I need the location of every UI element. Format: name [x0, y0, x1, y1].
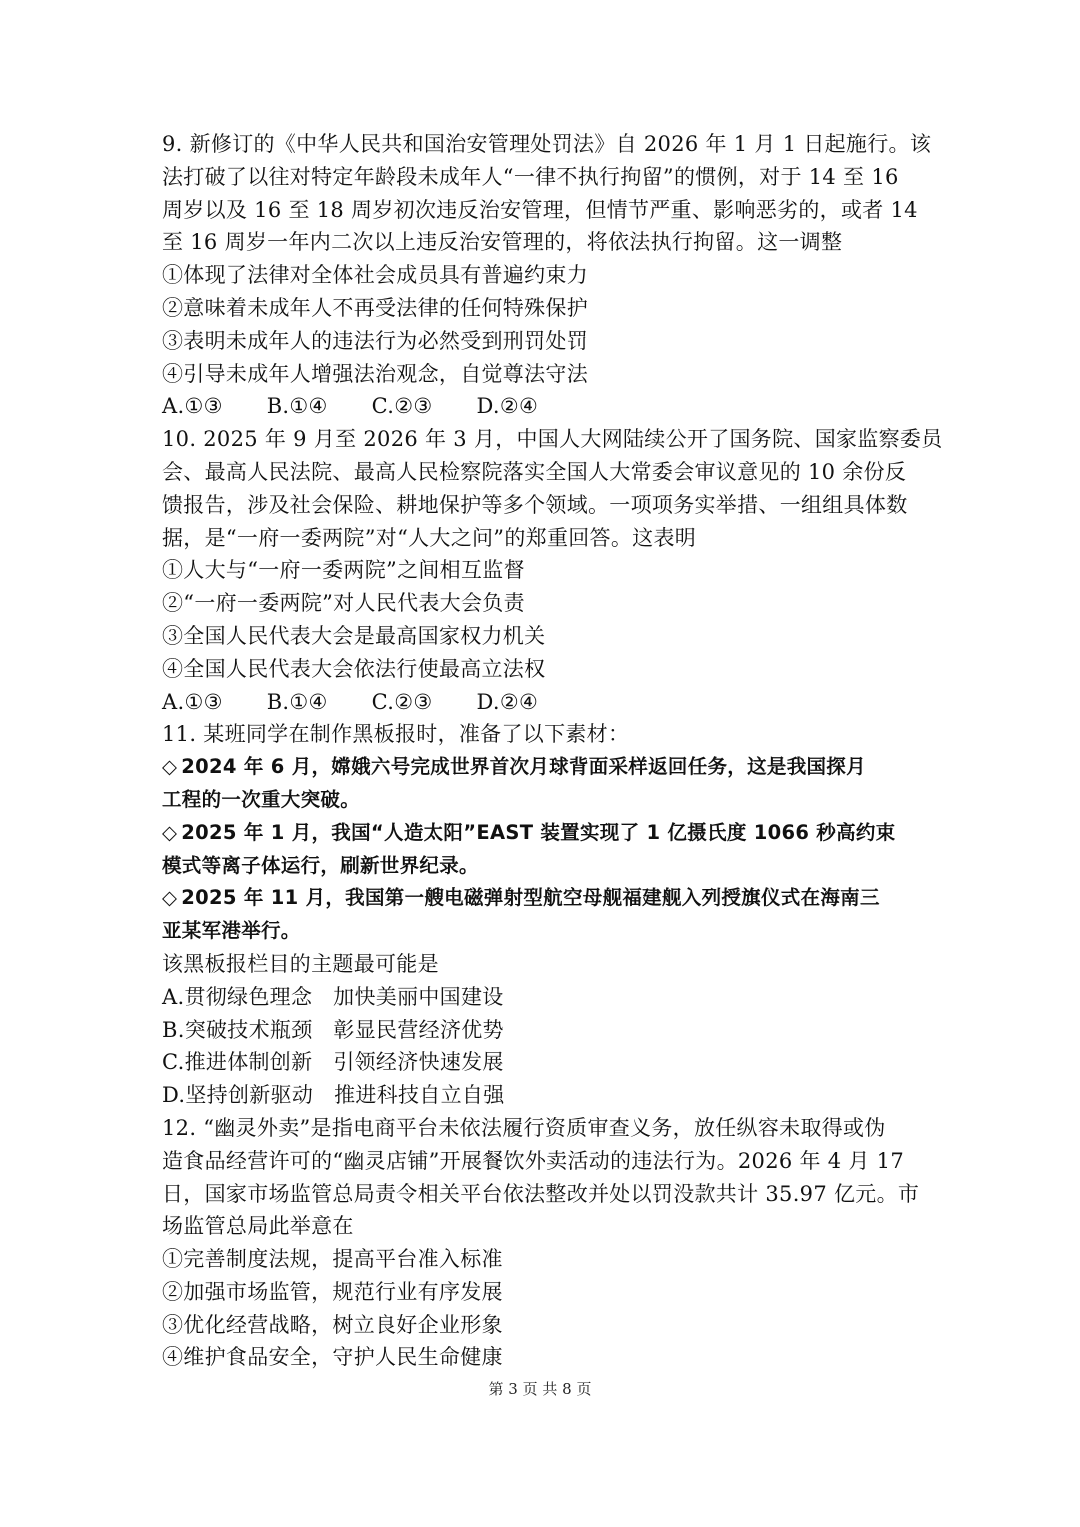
- q11-choice-a: A.贯彻绿色理念 加快美丽中国建设: [162, 984, 504, 1009]
- q12-item: ③优化经营战略，树立良好企业形象: [162, 1312, 503, 1337]
- q11-stem: 11. 某班同学在制作黑板报时，准备了以下素材：: [162, 722, 630, 747]
- q11-material-text: 2025 年 1 月，我国“人造太阳”EAST 装置实现了 1 亿摄氏度 1066 秒高约束: [181, 820, 896, 844]
- q11-material-text: 2024 年 6 月，嫦娥六号完成世界首次月球背面采样返回任务，这是我国探月: [181, 755, 866, 779]
- q12-stem-line: 场监管总局此举意在: [162, 1214, 354, 1239]
- q9-option-a: A.①③: [162, 394, 223, 419]
- q11-choice-b: B.突破技术瓶颈 彰显民营经济优势: [162, 1017, 504, 1042]
- q9-item: ②意味着未成年人不再受法律的任何特殊保护: [162, 295, 588, 320]
- q10-option-b: B.①④: [266, 689, 328, 714]
- q9-option-c: C.②③: [371, 394, 433, 419]
- q9-stem-line: 9. 新修订的《中华人民共和国治安管理处罚法》自 2026 年 1 月 1 日起施行。该: [162, 132, 932, 156]
- q11-material-text: 2025 年 11 月，我国第一艘电磁弹射型航空母舰福建舰入列授旗仪式在海南三: [181, 886, 880, 910]
- q9-option-d: D.②④: [476, 394, 539, 419]
- question-9: [162, 128, 932, 423]
- q11-material-line: [162, 882, 922, 915]
- q10-item: ②“一府一委两院”对人民代表大会负责: [162, 591, 525, 616]
- q11-material-line: [162, 751, 922, 784]
- q11-material-line: 工程的一次重大突破。: [162, 787, 361, 811]
- q11-material-line: [162, 817, 922, 850]
- q10-stem-line: 10. 2025 年 9 月至 2026 年 3 月，中国人大网陆续公开了国务院、国家监察委员: [162, 427, 943, 452]
- q12-stem-line: 12. “幽灵外卖”是指电商平台未依法履行资质审查义务，放任纵容未取得或伪: [162, 1115, 886, 1140]
- q12-stem-line: 造食品经营许可的“幽灵店铺”开展餐饮外卖活动的违法行为。2026 年 4 月 17: [162, 1148, 904, 1173]
- page-content: [162, 128, 943, 1374]
- q11-question: 该黑板报栏目的主题最可能是: [162, 951, 439, 976]
- question-11: [162, 718, 922, 1112]
- q9-option-b: B.①④: [266, 394, 328, 419]
- q11-material-line: 亚某军港举行。: [162, 919, 301, 943]
- q10-option-c: C.②③: [371, 689, 433, 714]
- q12-item: ④维护食品安全，守护人民生命健康: [162, 1345, 503, 1370]
- q10-item: ④全国人民代表大会依法行使最高立法权: [162, 656, 546, 681]
- q10-options: [162, 686, 922, 719]
- q10-stem-line: 会、最高人民法院、最高人民检察院落实全国人大常委会审议意见的 10 余份反: [162, 459, 907, 484]
- q12-item: ②加强市场监管，规范行业有序发展: [162, 1279, 503, 1304]
- question-12: [162, 1112, 922, 1374]
- q11-material-line: 模式等离子体运行，刷新世界纪录。: [162, 853, 479, 877]
- q10-item: ③全国人民代表大会是最高国家权力机关: [162, 623, 546, 648]
- q9-stem-line: 法打破了以往对特定年龄段未成年人“一律不执行拘留”的惯例，对于 14 至 16: [162, 164, 899, 189]
- diamond-bullet-icon: ◇: [162, 755, 178, 779]
- q9-item: ③表明未成年人的违法行为必然受到刑罚处罚: [162, 328, 588, 353]
- diamond-bullet-icon: ◇: [162, 886, 178, 910]
- q12-stem-line: 日，国家市场监管总局责令相关平台依法整改并处以罚没款共计 35.97 亿元。市: [162, 1181, 920, 1206]
- q9-stem-line: 至 16 周岁一年内二次以上违反治安管理的，将依法执行拘留。这一调整: [162, 230, 843, 255]
- q10-stem-line: 馈报告，涉及社会保险、耕地保护等多个领域。一项项务实举措、一组组具体数: [162, 492, 908, 517]
- question-10: [162, 423, 943, 718]
- diamond-bullet-icon: ◇: [162, 820, 178, 844]
- q12-item: ①完善制度法规，提高平台准入标准: [162, 1247, 503, 1272]
- q11-choice-d: D.坚持创新驱动 推进科技自立自强: [162, 1083, 505, 1108]
- q10-stem-line: 据，是“一府一委两院”对“人大之问”的郑重回答。这表明: [162, 525, 697, 550]
- q9-item: ①体现了法律对全体社会成员具有普遍约束力: [162, 263, 588, 288]
- q9-item: ④引导未成年人增强法治观念，自觉尊法守法: [162, 361, 588, 386]
- q10-option-a: A.①③: [162, 689, 223, 714]
- q11-choice-c: C.推进体制创新 引领经济快速发展: [162, 1050, 504, 1075]
- q10-item: ①人大与“一府一委两院”之间相互监督: [162, 558, 525, 583]
- page-number: 第 3 页 共 8 页: [488, 1380, 592, 1398]
- q9-options: [162, 390, 922, 423]
- q10-option-d: D.②④: [476, 689, 539, 714]
- q9-stem-line: 周岁以及 16 至 18 周岁初次违反治安管理，但情节严重、影响恶劣的，或者 14: [162, 197, 918, 222]
